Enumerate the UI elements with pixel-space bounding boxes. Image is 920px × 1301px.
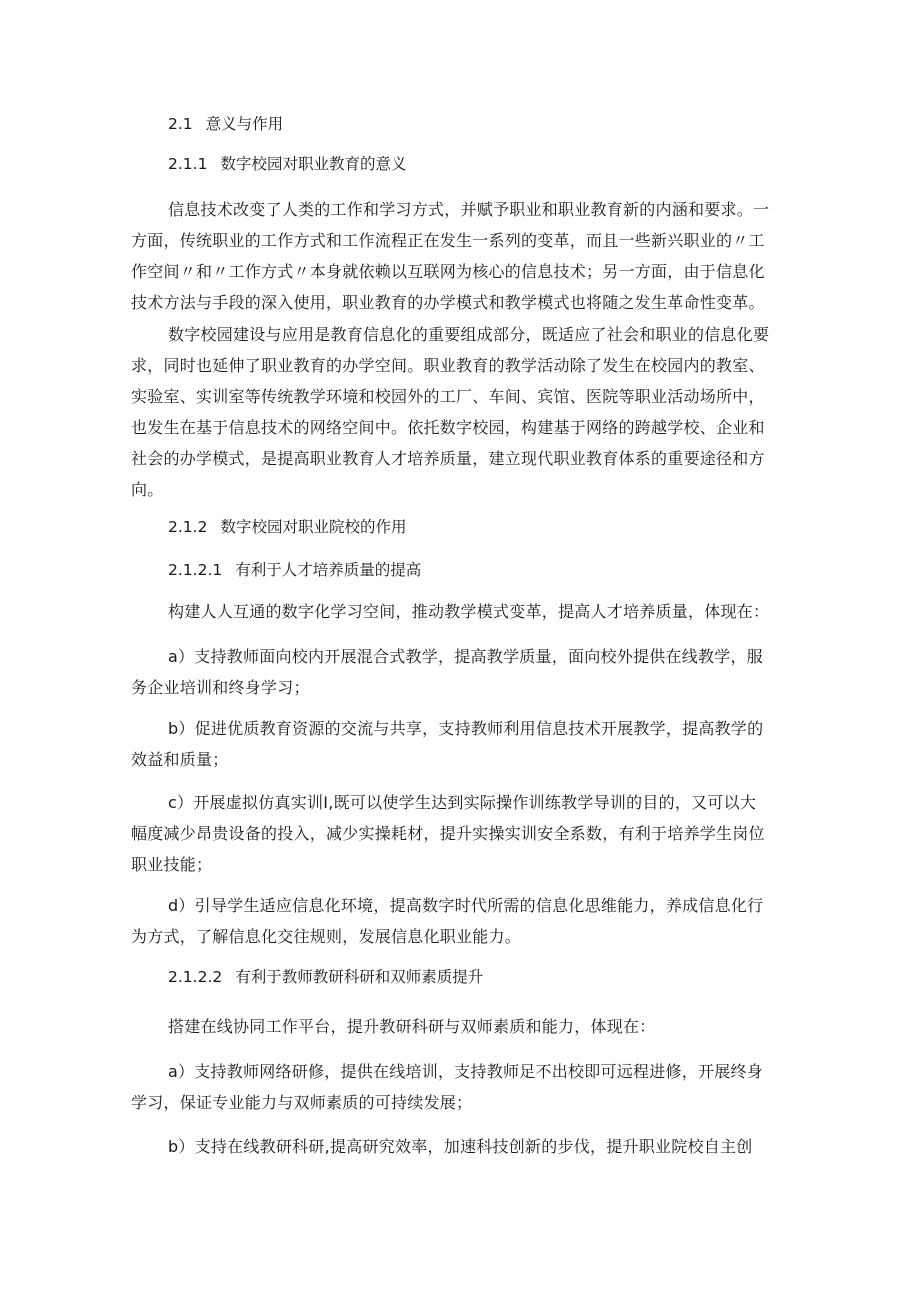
paragraph-line: c）开展虚拟仿真实训I,既可以使学生达到实际操作训练教学导训的目的，又可以大 xyxy=(168,793,757,812)
paragraph-line: 作空间〃和〃工作方式〃本身就依赖以互联网为核心的信息技术；另一方面，由于信息化 xyxy=(131,262,765,281)
section-title: 意义与作用 xyxy=(205,115,284,133)
paragraph-line: 务企业培训和终身学习； xyxy=(131,678,310,697)
paragraph-line: d）引导学生适应信息化环境，提高数字时代所需的信息化思维能力，养成信息化行 xyxy=(168,896,764,915)
paragraph-line: 为方式，了解信息化交往规则，发展信息化职业能力。 xyxy=(131,927,522,946)
paragraph-line: 效益和质量； xyxy=(131,750,229,769)
section-heading-2-1 xyxy=(168,113,808,135)
paragraph-line: 构建人人互通的数字化学习空间，推动教学模式变革，提高人才培养质量，体现在： xyxy=(168,602,770,621)
section-heading-2-1-2-1 xyxy=(168,559,808,581)
section-heading-2-1-2-2 xyxy=(168,966,808,988)
paragraph-line: 学习，保证专业能力与双师素质的可持续发展； xyxy=(131,1093,473,1112)
paragraph-digital-campus xyxy=(131,319,791,505)
paragraph-line: b）促进优质教育资源的交流与共享，支持教师利用信息技术开展教学，提高教学的 xyxy=(168,719,764,738)
paragraph-line: 实验室、实训室等传统教学环境和校园外的工厂、车间、宾馆、医院等职业活动场所中， xyxy=(131,387,765,406)
section-number: 2.1.2 xyxy=(168,518,208,536)
paragraph-build-learning-space xyxy=(131,596,791,627)
paragraph-line: 社会的办学模式，是提高职业教育人才培养质量，建立现代职业教育体系的重要途径和方 xyxy=(131,449,765,468)
list-item-a-2 xyxy=(131,1056,791,1118)
paragraph-line: a）支持教师网络研修，提供在线培训，支持教师足不出校即可远程进修，开展终身 xyxy=(168,1062,764,1081)
paragraph-line: 技术方法与手段的深入使用，职业教育的办学模式和教学模式也将随之发生革命性变革。 xyxy=(131,293,765,312)
section-heading-2-1-1 xyxy=(168,153,808,175)
paragraph-line: 数字校园建设与应用是教育信息化的重要组成部分，既适应了社会和职业的信息化要 xyxy=(168,325,770,344)
section-number: 2.1 xyxy=(168,115,193,133)
section-title: 数字校园对职业院校的作用 xyxy=(220,518,407,536)
paragraph-line: b）支持在线教研科研,提高研究效率，加速科技创新的步伐，提升职业院校自主创 xyxy=(168,1137,753,1156)
section-number: 2.1.2.1 xyxy=(168,561,223,579)
section-title: 有利于人才培养质量的提高 xyxy=(235,561,422,579)
section-title: 数字校园对职业教育的意义 xyxy=(220,155,407,173)
list-item-a xyxy=(131,641,791,703)
list-item-c xyxy=(131,787,791,880)
list-item-b xyxy=(131,713,791,775)
section-number: 2.1.1 xyxy=(168,155,208,173)
section-heading-2-1-2 xyxy=(168,516,808,538)
paragraph-line: 搭建在线协同工作平台，提升教研科研与双师素质和能力，体现在： xyxy=(168,1017,656,1036)
section-title: 有利于教师教研科研和双师素质提升 xyxy=(235,968,484,986)
list-item-d xyxy=(131,890,791,952)
paragraph-it-changes xyxy=(131,194,791,318)
paragraph-line: 职业技能； xyxy=(131,855,213,874)
paragraph-line: 也发生在基于信息技术的网络空间中。依托数字校园，构建基于网络的跨越学校、企业和 xyxy=(131,418,765,437)
paragraph-line: 向。 xyxy=(131,480,164,499)
paragraph-line: 方面，传统职业的工作方式和工作流程正在发生一系列的变革，而且一些新兴职业的〃工 xyxy=(131,231,765,250)
list-item-b-2 xyxy=(131,1131,791,1162)
paragraph-line: 幅度减少昂贵设备的投入，减少实操耗材，提升实操实训安全系数，有利于培养学生岗位 xyxy=(131,824,765,843)
paragraph-line: 信息技术改变了人类的工作和学习方式，并赋予职业和职业教育新的内涵和要求。一 xyxy=(168,200,770,219)
paragraph-line: a）支持教师面向校内开展混合式教学，提高教学质量，面向校外提供在线教学，服 xyxy=(168,647,764,666)
paragraph-line: 求，同时也延伸了职业教育的办学空间。职业教育的教学活动除了发生在校园内的教室、 xyxy=(131,356,765,375)
paragraph-collab-platform xyxy=(131,1011,791,1042)
section-number: 2.1.2.2 xyxy=(168,968,223,986)
